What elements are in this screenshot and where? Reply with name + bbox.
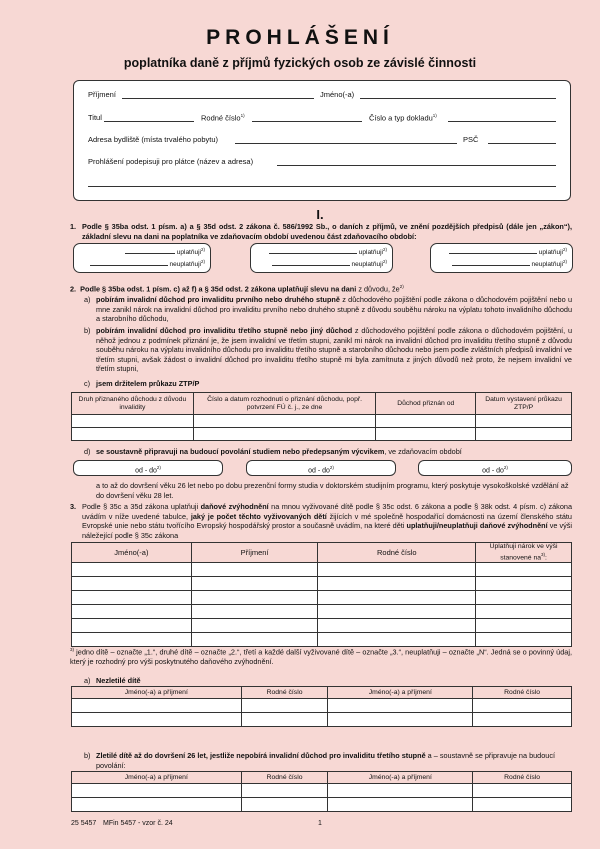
item2-intro: 2. Podle § 35ba odst. 1 písm. c) až f) a § 35d odst. 2 zákona uplatňují slevu na dani z důvodu, $že^{2)}$: [70, 284, 404, 294]
field-jmeno[interactable]: [360, 98, 556, 99]
col-rodne-cislo-2: Rodné číslo: [473, 687, 572, 699]
children-table: [71, 542, 572, 647]
item3-text: Podle § 35c a 35d zákona uplatňuji daňové zvýhodnění na mnou vyživované dítě podle § 35c odst. 6 zákona a podle § 38k odst. 4 písm. c) zákona uvádím v níže uvedené tabulce, jaký je počet těchto vyživovaných dětí žijících v mé společně hospodařící domácnosti na území členského státu Evropské unie nebo státu tvořícího Evropský hospodářský prostor a současně uvádím, na které děti uplatňuji/neuplatňuji daňové zvýhodnění ve výši náležející podle § 35c zákona: [82, 502, 573, 540]
page-number: 1: [318, 820, 322, 827]
table-cell[interactable]: [473, 798, 572, 812]
table-cell[interactable]: [318, 605, 476, 619]
col-duchod-priznan: Důchod přiznán od: [376, 393, 476, 415]
col-prijmeni: Příjmení: [191, 543, 318, 563]
table-cell[interactable]: [473, 713, 572, 727]
field-platce-line2[interactable]: [88, 186, 556, 187]
col-rodne-cislo: Rodné číslo: [318, 543, 476, 563]
footer-code: 25 5457: [71, 820, 97, 827]
table-cell[interactable]: [191, 591, 318, 605]
table-cell[interactable]: [72, 784, 242, 798]
study-period-1[interactable]: od - $do^{2)}$: [73, 460, 223, 476]
item1-uplatnuji-1: uplatňuji$^{2)}$: [90, 247, 205, 256]
item2-b-label: b): [84, 326, 91, 335]
item1-neuplatnuji-3: neuplatňuji$^{2)}$: [435, 259, 567, 268]
item1-text: Podle § 35ba odst. 1 písm. a) a § 35d odst. 2 zákona č. 586/1992 Sb., o daních z příjmů, ve znění pozdějších předpisů (dále jen „zákon“), základní slevu na dani na poplatníka ve zdaňovacím období uvedenou část zdaňovacího období:: [82, 222, 572, 241]
label-jmeno: Jméno(-a): [320, 90, 355, 99]
table-cell[interactable]: [72, 619, 192, 633]
col-jmeno-prijmeni-2: Jméno(-a) a příjmení: [328, 687, 473, 699]
item3-number: 3.: [70, 502, 77, 511]
table-cell[interactable]: [318, 619, 476, 633]
col-jmeno-prijmeni-2: Jméno(-a) a příjmení: [328, 772, 473, 784]
table-cell[interactable]: [72, 428, 194, 441]
table-cell[interactable]: [191, 619, 318, 633]
section-roman-one: I.: [316, 207, 324, 222]
adult-children-table: [71, 771, 572, 812]
table-cell[interactable]: [318, 563, 476, 577]
table-cell[interactable]: [72, 699, 242, 713]
field-platce-line1[interactable]: [277, 165, 556, 166]
col-druh-duchodu: Druh přiznaného důchodu z důvodu invalidity: [72, 393, 194, 415]
table-cell[interactable]: [72, 591, 192, 605]
table-cell[interactable]: [476, 591, 572, 605]
table-cell[interactable]: [476, 619, 572, 633]
col-rodne-cislo-1: Rodné číslo: [241, 687, 328, 699]
table-cell[interactable]: [193, 415, 376, 428]
table-cell[interactable]: [318, 591, 476, 605]
table-cell[interactable]: [191, 563, 318, 577]
item2-c-text: jsem držitelem průkazu ZTP/P: [96, 379, 200, 388]
form-subtitle: poplatníka daně z příjmů fyzických osob ze závislé činnosti: [123, 56, 477, 70]
item1-uplatnuji-3: uplatňuji$^{2)}$: [435, 247, 567, 256]
table-cell[interactable]: [376, 428, 476, 441]
label-prohlaseni-platce: Prohlášení podepisuji pro plátce (název a adresa): [88, 157, 254, 166]
label-titul: Titul: [88, 113, 102, 122]
table-cell[interactable]: [241, 713, 328, 727]
item3-a-title: Nezletilé dítě: [96, 676, 141, 685]
item1-uplatnuji-2: uplatňuji$^{2)}$: [255, 247, 387, 256]
table-cell[interactable]: [318, 577, 476, 591]
item1-neuplatnuji-1: neuplatňuji$^{2)}$: [78, 259, 205, 268]
field-titul[interactable]: [104, 121, 194, 122]
col-rodne-cislo-1: Rodné číslo: [241, 772, 328, 784]
item2-d-tail: a to až do dovršení věku 26 let nebo po dobu prezenční formy studia v doktorském studijním programu, který poskytuje vysokoškolské vzdělání až do dovršení věku 28 let.: [96, 481, 569, 500]
table-cell[interactable]: [328, 699, 473, 713]
table-cell[interactable]: [191, 605, 318, 619]
table-cell[interactable]: [191, 577, 318, 591]
form-title: PROHLÁŠENÍ: [206, 26, 394, 49]
table-cell[interactable]: [241, 699, 328, 713]
table-cell[interactable]: [72, 605, 192, 619]
table-cell[interactable]: [476, 563, 572, 577]
table-cell[interactable]: [193, 428, 376, 441]
field-adresa[interactable]: [235, 143, 457, 144]
item3-b-text: Zletilé dítě až do dovršení 26 let, jestliže nepobírá invalidní důchod pro invaliditu třetího stupně a – soustavně se připravuje na budoucí povolání:: [96, 751, 556, 770]
field-psc[interactable]: [488, 143, 556, 144]
disability-table: [71, 392, 572, 441]
item3-a-label: a): [84, 676, 91, 685]
col-uplatnuji-narok: Uplatňuji nárok ve výši stanovené $na^{3)}$:: [476, 543, 572, 563]
col-jmeno-prijmeni-1: Jméno(-a) a příjmení: [72, 772, 242, 784]
col-datum-ztpp: Datum vystavení průkazu ZTP/P: [476, 393, 572, 415]
label-adresa: Adresa bydliště (místa trvalého pobytu): [88, 135, 219, 144]
footer-form: MFin 5457 - vzor č. 24: [103, 820, 173, 827]
item1-number: 1.: [70, 222, 77, 231]
label-prijmeni: Příjmení: [88, 90, 116, 99]
item2-b-text: pobírám invalidní důchod pro invaliditu třetího stupně nebo jiný důchod z důchodového pojištění podle zákona o důchodovém pojištění, u něhož jednou z podmínek přiznání je, že jsem invalidní ve třetím stupni, zanikl mi nárok na invalidní důchod pro invaliditu třetího stupně z důvodu souběhu nároku na výplatu invalidního důchodu pro invaliditu třetího stupně a starobního důchodu nebo jsem podle zvláštních předpisů invalidní ve třetím stupni, avšak žádost o invalidní důchod pro invaliditu třetího stupně mi byla zamítnuta z jiných důvodů než proto, že nejsem invalidní ve třetím stupni,: [96, 326, 573, 374]
minor-children-table: [71, 686, 572, 727]
table-cell[interactable]: [328, 784, 473, 798]
label-rodne-cislo: Rodné číslo$^{1)}$: [201, 113, 245, 123]
field-rodne-cislo[interactable]: [252, 121, 362, 122]
col-jmeno-prijmeni-1: Jméno(-a) a příjmení: [72, 687, 242, 699]
table-cell[interactable]: [72, 563, 192, 577]
table-cell[interactable]: [476, 415, 572, 428]
table-cell[interactable]: [72, 713, 242, 727]
field-cislo-dokladu[interactable]: [448, 121, 556, 122]
table-cell[interactable]: [328, 713, 473, 727]
item2-a-text: pobírám invalidní důchod pro invaliditu prvního nebo druhého stupně z důchodového pojištění podle zákona o důchodovém pojištění nebo u mne zanikl nárok na invalidní důchod pro invaliditu prvního nebo druhého stupně z důvodu souběhu nároku na výplatu tohoto invalidního důchodu a starobního důchodu,: [96, 295, 573, 324]
study-period-2[interactable]: od - $do^{2)}$: [246, 460, 396, 476]
table-cell[interactable]: [476, 428, 572, 441]
item2-c-label: c): [84, 379, 91, 388]
label-cislo-dokladu: Číslo a typ dokladu$^{1)}$: [369, 113, 437, 123]
table-cell[interactable]: [241, 784, 328, 798]
table-cell[interactable]: [473, 784, 572, 798]
item3-b-label: b): [84, 751, 91, 760]
study-period-3[interactable]: od - $do^{2)}$: [418, 460, 572, 476]
item3-footnote: $^{3)}$ jedno dítě – označte „1.“, druhé dítě – označte „2.“, třetí a každé další vyživované dítě – označte „3.“, neuplatňuji – označte „N“. Jedná se o povinný údaj, který je rozhodný pro výši poskytnutého daňového zvýhodnění.: [70, 647, 572, 667]
table-cell[interactable]: [328, 798, 473, 812]
item2-d-text: se soustavně připravuji na budoucí povolání studiem nebo předepsaným výcvikem, ve zdaňovacím období: [96, 447, 462, 456]
table-cell[interactable]: [72, 798, 242, 812]
item2-a-label: a): [84, 295, 91, 304]
table-cell[interactable]: [72, 577, 192, 591]
col-jmeno: Jméno(-a): [72, 543, 192, 563]
table-cell[interactable]: [241, 798, 328, 812]
col-cislo-rozhodnuti: Číslo a datum rozhodnutí o přiznání důchodu, popř. potvrzení FÚ č. j., ze dne: [193, 393, 376, 415]
table-cell[interactable]: [473, 699, 572, 713]
item2-d-label: d): [84, 447, 91, 456]
table-cell[interactable]: [476, 605, 572, 619]
table-cell[interactable]: [376, 415, 476, 428]
table-cell[interactable]: [72, 415, 194, 428]
table-cell[interactable]: [476, 577, 572, 591]
label-psc: PSČ: [463, 135, 479, 144]
field-prijmeni[interactable]: [122, 98, 314, 99]
item1-neuplatnuji-2: neuplatňuji$^{2)}$: [255, 259, 387, 268]
col-rodne-cislo-2: Rodné číslo: [473, 772, 572, 784]
